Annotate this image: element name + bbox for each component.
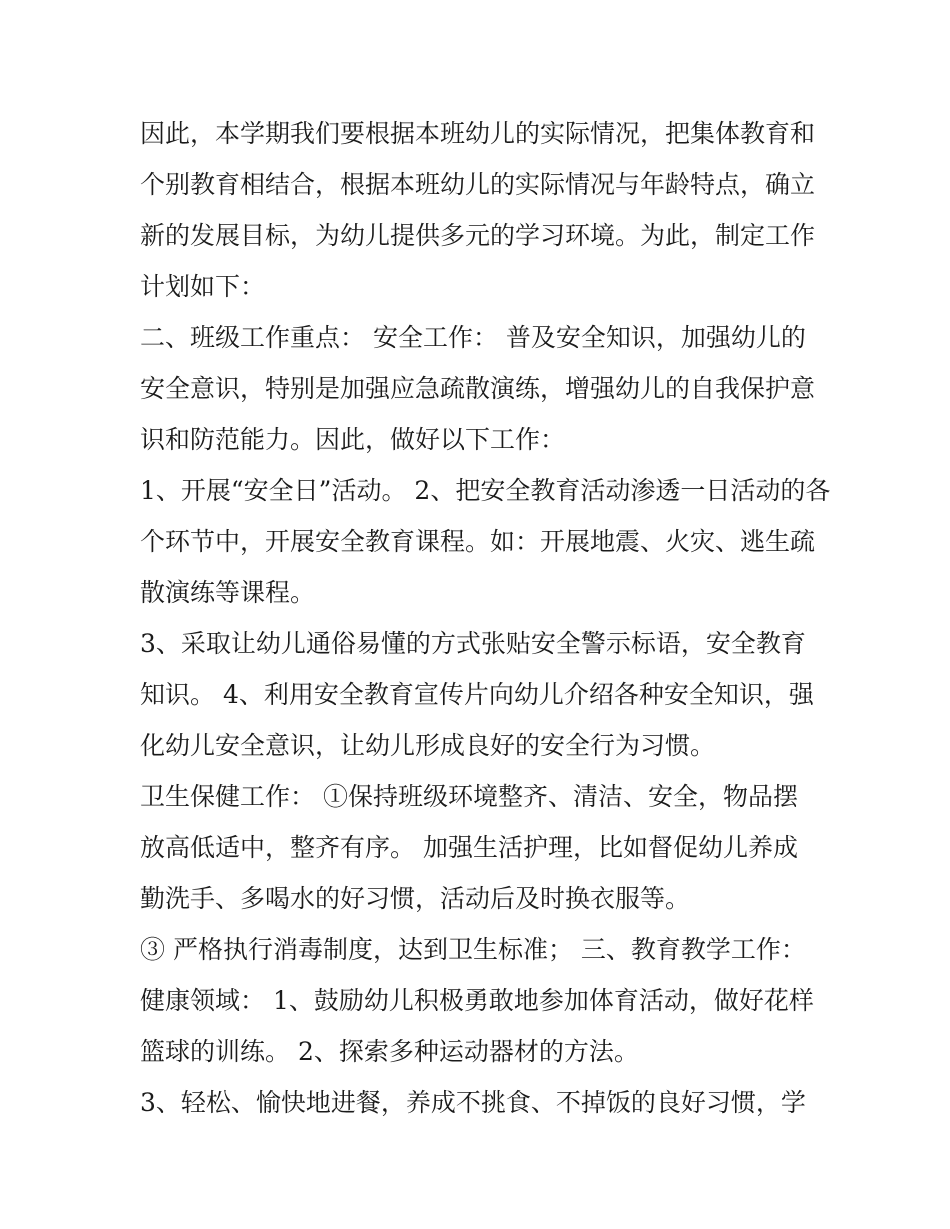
text-line: 篮球的训练。 2、探索多种运动器材的方法。 [140,1037,639,1066]
text-line: 二、班级工作重点： 安全工作： 普及安全知识，加强幼儿的 [140,323,806,352]
text-line: 勤洗手、多喝水的好习惯，活动后及时换衣服等。 [140,884,691,913]
text-line: 1、开展“安全日”活动。 2、把安全教育活动渗透一日活动的各 [140,476,831,505]
document-body [140,108,831,1128]
text-line: 卫生保健工作： ①保持班级环境整齐、清洁、安全，物品摆 [140,782,798,811]
text-line: 新的发展目标，为幼儿提供多元的学习环境。为此，制定工作 [140,221,816,250]
text-line: 个环节中，开展安全教育课程。如：开展地震、火灾、逃生疏 [140,527,816,556]
text-line: ③ 严格执行消毒制度，达到卫生标准； 三、教育教学工作： [140,935,806,964]
text-line: 散演练等课程。 [140,578,316,607]
text-line: 识和防范能力。因此，做好以下工作： [140,425,566,454]
text-line: 计划如下： [140,272,266,301]
text-line: 因此，本学期我们要根据本班幼儿的实际情况，把集体教育和 [140,119,816,148]
text-line: 安全意识，特别是加强应急疏散演练，增强幼儿的自我保护意 [140,374,816,403]
text-line: 3、轻松、愉快地进餐，养成不挑食、不掉饭的良好习惯，学 [140,1088,806,1117]
text-line: 3、采取让幼儿通俗易懂的方式张贴安全警示标语，安全教育 [140,629,806,658]
text-line: 放高低适中，整齐有序。 加强生活护理，比如督促幼儿养成 [140,833,798,862]
text-line: 个别教育相结合，根据本班幼儿的实际情况与年龄特点，确立 [140,170,816,199]
text-line: 健康领域： 1、鼓励幼儿积极勇敢地参加体育活动，做好花样 [140,986,814,1015]
text-line: 知识。 4、利用安全教育宣传片向幼儿介绍各种安全知识，强 [140,680,814,709]
text-line: 化幼儿安全意识，让幼儿形成良好的安全行为习惯。 [140,731,716,760]
